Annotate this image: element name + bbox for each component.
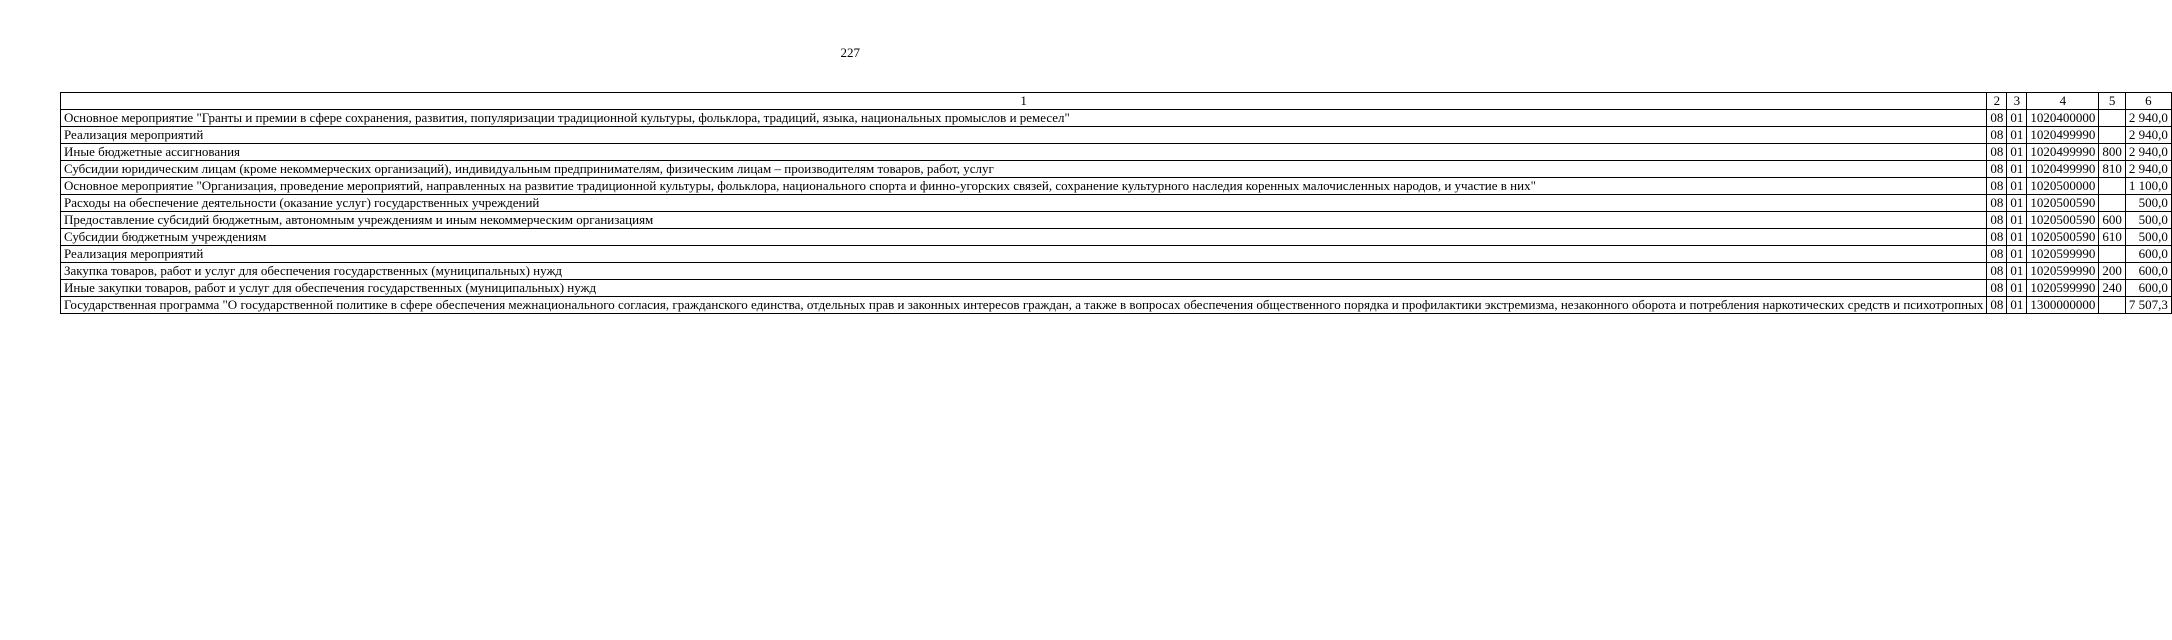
table-row — [61, 178, 2172, 195]
row-name: Основное мероприятие "Организация, проведение мероприятий, направленных на развитие традиционной культуры, фольклора, национального спорта и финно-угорских связей, сохранение культурного наследия коренных малочисленных народов, и участие в них" — [61, 178, 1987, 195]
expense-type-code: 240 — [2099, 280, 2126, 297]
table-row — [61, 280, 2172, 297]
table-row — [61, 297, 2172, 314]
header-col-6: 6 — [2125, 93, 2171, 110]
section-code: 08 — [1987, 127, 2007, 144]
expense-type-code — [2099, 178, 2126, 195]
subsection-code: 01 — [2007, 195, 2027, 212]
subsection-code: 01 — [2007, 212, 2027, 229]
target-article-code: 1020599990 — [2027, 246, 2099, 263]
target-article-code: 1020599990 — [2027, 263, 2099, 280]
amount: 500,0 — [2125, 195, 2171, 212]
expense-type-code: 800 — [2099, 144, 2126, 161]
section-code: 08 — [1987, 195, 2007, 212]
amount: 1 100,0 — [2125, 178, 2171, 195]
target-article-code: 1020400000 — [2027, 110, 2099, 127]
target-article-code: 1020599990 — [2027, 280, 2099, 297]
target-article-code: 1020500000 — [2027, 178, 2099, 195]
amount: 2 940,0 — [2125, 144, 2171, 161]
expense-type-code — [2099, 110, 2126, 127]
subsection-code: 01 — [2007, 297, 2027, 314]
table-body — [61, 110, 2172, 314]
header-col-3: 3 — [2007, 93, 2027, 110]
section-code: 08 — [1987, 280, 2007, 297]
header-col-4: 4 — [2027, 93, 2099, 110]
table-row — [61, 161, 2172, 178]
row-name: Субсидии юридическим лицам (кроме некоммерческих организаций), индивидуальным предпринимателям, физическим лицам – производителям товаров, работ, услуг — [61, 161, 1987, 178]
row-name: Расходы на обеспечение деятельности (оказание услуг) государственных учреждений — [61, 195, 1987, 212]
target-article-code: 1020500590 — [2027, 212, 2099, 229]
subsection-code: 01 — [2007, 127, 2027, 144]
subsection-code: 01 — [2007, 178, 2027, 195]
expense-type-code — [2099, 297, 2126, 314]
section-code: 08 — [1987, 263, 2007, 280]
row-name: Предоставление субсидий бюджетным, автономным учреждениям и иным некоммерческим организациям — [61, 212, 1987, 229]
subsection-code: 01 — [2007, 161, 2027, 178]
amount: 600,0 — [2125, 280, 2171, 297]
table-row — [61, 246, 2172, 263]
section-code: 08 — [1987, 161, 2007, 178]
subsection-code: 01 — [2007, 110, 2027, 127]
row-name: Основное мероприятие "Гранты и премии в сфере сохранения, развития, популяризации традиционной культуры, фольклора, традиций, языка, национальных промыслов и ремесел" — [61, 110, 1987, 127]
amount: 600,0 — [2125, 246, 2171, 263]
subsection-code: 01 — [2007, 229, 2027, 246]
target-article-code: 1300000000 — [2027, 297, 2099, 314]
row-name: Реализация мероприятий — [61, 127, 1987, 144]
subsection-code: 01 — [2007, 144, 2027, 161]
expense-type-code: 810 — [2099, 161, 2126, 178]
row-name: Субсидии бюджетным учреждениям — [61, 229, 1987, 246]
row-name: Реализация мероприятий — [61, 246, 1987, 263]
amount: 500,0 — [2125, 229, 2171, 246]
table-row — [61, 229, 2172, 246]
table-row — [61, 110, 2172, 127]
row-name: Иные бюджетные ассигнования — [61, 144, 1987, 161]
expense-type-code — [2099, 127, 2126, 144]
budget-table — [60, 92, 2172, 314]
amount: 2 940,0 — [2125, 110, 2171, 127]
expense-type-code: 600 — [2099, 212, 2126, 229]
section-code: 08 — [1987, 297, 2007, 314]
amount: 500,0 — [2125, 212, 2171, 229]
row-name: Иные закупки товаров, работ и услуг для обеспечения государственных (муниципальных) нужд — [61, 280, 1987, 297]
table-row — [61, 144, 2172, 161]
header-col-1: 1 — [61, 93, 1987, 110]
target-article-code: 1020500590 — [2027, 195, 2099, 212]
row-name: Государственная программа "О государственной политике в сфере обеспечения межнационального согласия, гражданского единства, отдельных прав и законных интересов граждан, а также в вопросах обеспечения общественного порядка и профилактики экстремизма, незаконного оборота и потребления наркотических средств и психотропных — [61, 297, 1987, 314]
subsection-code: 01 — [2007, 263, 2027, 280]
amount: 2 940,0 — [2125, 161, 2171, 178]
expense-type-code: 610 — [2099, 229, 2126, 246]
section-code: 08 — [1987, 144, 2007, 161]
amount: 7 507,3 — [2125, 297, 2171, 314]
expense-type-code — [2099, 246, 2126, 263]
target-article-code: 1020499990 — [2027, 144, 2099, 161]
target-article-code: 1020499990 — [2027, 127, 2099, 144]
table-row — [61, 263, 2172, 280]
target-article-code: 1020499990 — [2027, 161, 2099, 178]
row-name: Закупка товаров, работ и услуг для обеспечения государственных (муниципальных) нужд — [61, 263, 1987, 280]
subsection-code: 01 — [2007, 280, 2027, 297]
amount: 600,0 — [2125, 263, 2171, 280]
table-row — [61, 212, 2172, 229]
page-number: 227 — [840, 45, 860, 60]
expense-type-code: 200 — [2099, 263, 2126, 280]
amount: 2 940,0 — [2125, 127, 2171, 144]
header-col-5: 5 — [2099, 93, 2126, 110]
section-code: 08 — [1987, 212, 2007, 229]
subsection-code: 01 — [2007, 246, 2027, 263]
target-article-code: 1020500590 — [2027, 229, 2099, 246]
header-row — [61, 93, 2172, 110]
expense-type-code — [2099, 195, 2126, 212]
section-code: 08 — [1987, 178, 2007, 195]
section-code: 08 — [1987, 229, 2007, 246]
table-row — [61, 127, 2172, 144]
header-col-2: 2 — [1987, 93, 2007, 110]
section-code: 08 — [1987, 110, 2007, 127]
section-code: 08 — [1987, 246, 2007, 263]
table-row — [61, 195, 2172, 212]
